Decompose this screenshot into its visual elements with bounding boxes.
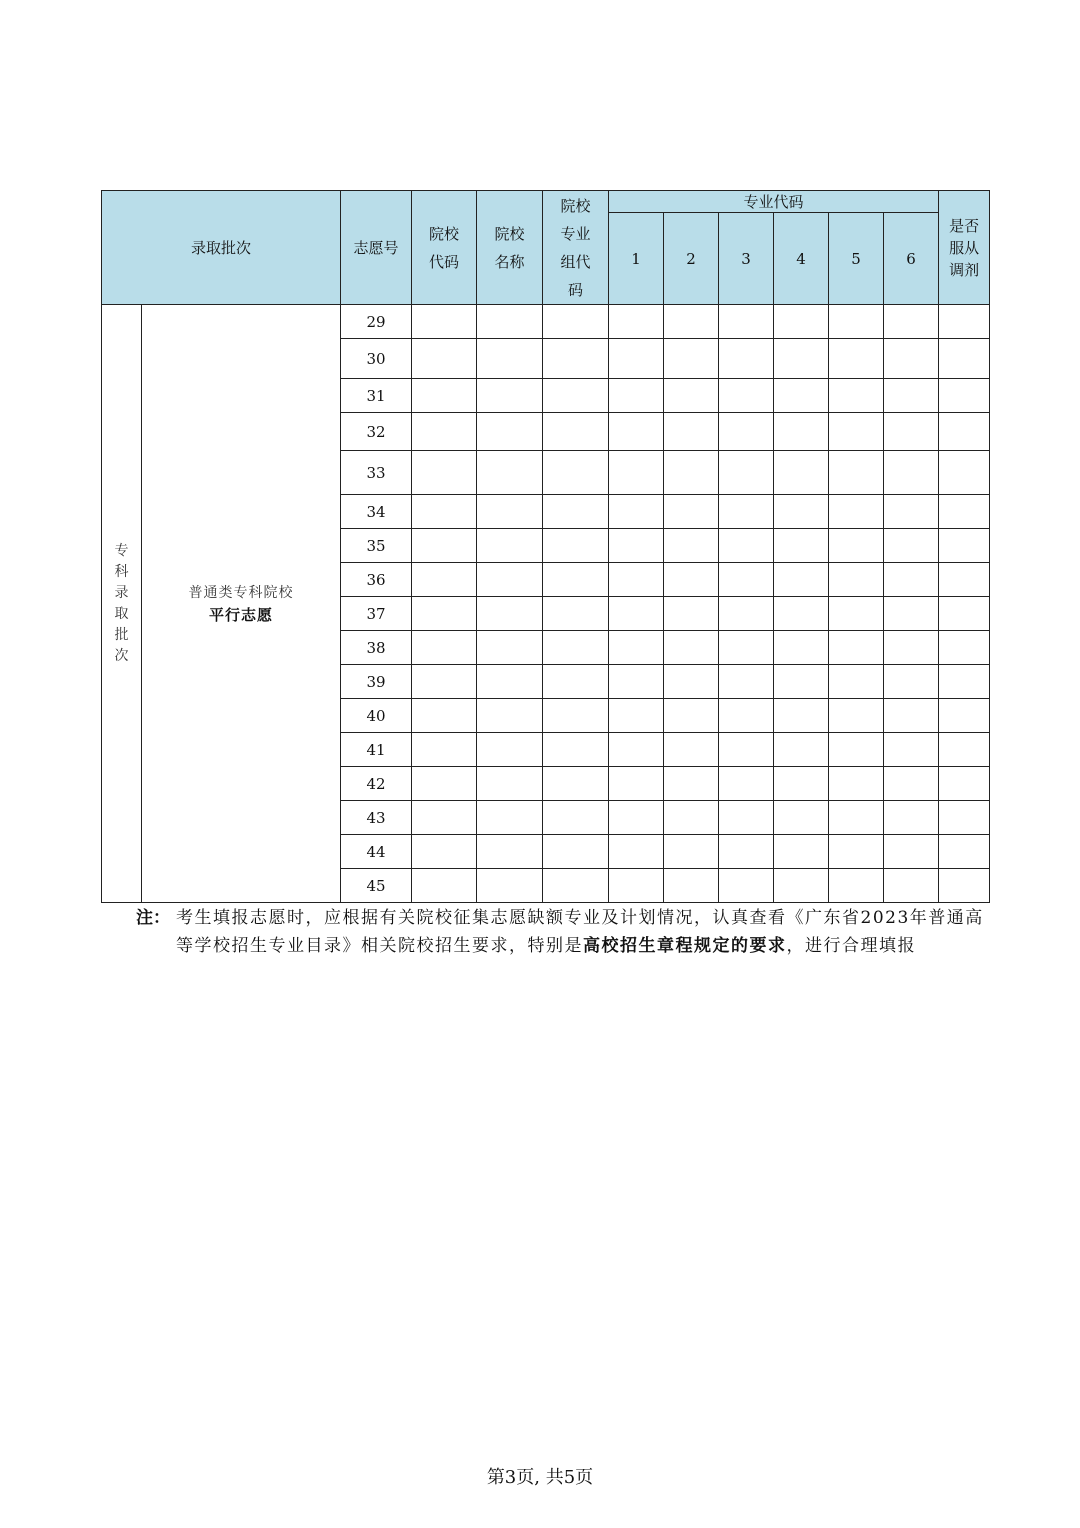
major-code-1-cell[interactable] <box>609 451 664 495</box>
major-code-4-cell[interactable] <box>774 451 829 495</box>
volunteer-number: 36 <box>341 563 412 597</box>
volunteer-number: 45 <box>341 869 412 903</box>
major-code-1-cell[interactable] <box>609 563 664 597</box>
category-type: 平行志愿 <box>209 605 274 624</box>
major-code-2-cell[interactable] <box>664 379 719 413</box>
major-code-3-cell[interactable] <box>719 699 774 733</box>
header-major-col-4: 4 <box>774 213 829 305</box>
major-code-3-cell[interactable] <box>719 563 774 597</box>
major-code-2-cell[interactable] <box>664 801 719 835</box>
header-major-col-1: 1 <box>609 213 664 305</box>
volunteer-number: 32 <box>341 413 412 451</box>
school-name-cell[interactable] <box>477 495 543 529</box>
major-code-6-cell[interactable] <box>884 597 939 631</box>
major-code-1-cell[interactable] <box>609 413 664 451</box>
group-code-cell[interactable] <box>543 733 609 767</box>
header-batch: 录取批次 <box>102 191 341 305</box>
school-name-cell[interactable] <box>477 699 543 733</box>
major-code-4-cell[interactable] <box>774 631 829 665</box>
major-code-2-cell[interactable] <box>664 665 719 699</box>
group-code-cell[interactable] <box>543 631 609 665</box>
major-code-3-cell[interactable] <box>719 597 774 631</box>
header-major-col-6: 6 <box>884 213 939 305</box>
group-code-cell[interactable] <box>543 451 609 495</box>
table-row <box>102 305 990 339</box>
school-code-cell[interactable] <box>412 665 477 699</box>
major-code-3-cell[interactable] <box>719 631 774 665</box>
school-code-cell[interactable] <box>412 379 477 413</box>
major-code-5-cell[interactable] <box>829 733 884 767</box>
major-code-6-cell[interactable] <box>884 339 939 379</box>
major-code-1-cell[interactable] <box>609 495 664 529</box>
volunteer-number: 43 <box>341 801 412 835</box>
volunteer-number: 37 <box>341 597 412 631</box>
major-code-3-cell[interactable] <box>719 379 774 413</box>
major-code-3-cell[interactable] <box>719 529 774 563</box>
major-code-5-cell[interactable] <box>829 631 884 665</box>
group-code-cell[interactable] <box>543 529 609 563</box>
major-code-5-cell[interactable] <box>829 339 884 379</box>
school-name-cell[interactable] <box>477 563 543 597</box>
major-code-4-cell[interactable] <box>774 665 829 699</box>
major-code-1-cell[interactable] <box>609 733 664 767</box>
group-code-cell[interactable] <box>543 597 609 631</box>
school-code-cell[interactable] <box>412 451 477 495</box>
adjust-cell[interactable] <box>939 529 990 563</box>
adjust-cell[interactable] <box>939 665 990 699</box>
header-group-code-line2: 专业 <box>560 224 591 243</box>
group-code-cell[interactable] <box>543 563 609 597</box>
major-code-4-cell[interactable] <box>774 339 829 379</box>
volunteer-number: 42 <box>341 767 412 801</box>
major-code-2-cell[interactable] <box>664 495 719 529</box>
category-name: 普通类专科院校 <box>188 584 294 601</box>
header-major-col-2: 2 <box>664 213 719 305</box>
major-code-6-cell[interactable] <box>884 495 939 529</box>
volunteer-form-table <box>101 190 990 903</box>
school-code-cell[interactable] <box>412 339 477 379</box>
batch-label: 专科录取批次 <box>114 542 129 664</box>
group-code-cell[interactable] <box>543 665 609 699</box>
adjust-cell[interactable] <box>939 597 990 631</box>
school-code-cell[interactable] <box>412 801 477 835</box>
major-code-5-cell[interactable] <box>829 563 884 597</box>
major-code-1-cell[interactable] <box>609 597 664 631</box>
header-adjust <box>939 191 990 305</box>
major-code-5-cell[interactable] <box>829 495 884 529</box>
adjust-cell[interactable] <box>939 631 990 665</box>
school-code-cell[interactable] <box>412 529 477 563</box>
adjust-cell[interactable] <box>939 305 990 339</box>
major-code-6-cell[interactable] <box>884 869 939 903</box>
school-name-cell[interactable] <box>477 413 543 451</box>
group-code-cell[interactable] <box>543 379 609 413</box>
adjust-cell[interactable] <box>939 699 990 733</box>
adjust-cell[interactable] <box>939 339 990 379</box>
adjust-cell[interactable] <box>939 413 990 451</box>
volunteer-number: 29 <box>341 305 412 339</box>
major-code-1-cell[interactable] <box>609 801 664 835</box>
major-code-6-cell[interactable] <box>884 529 939 563</box>
adjust-cell[interactable] <box>939 869 990 903</box>
note-body <box>176 904 994 960</box>
major-code-2-cell[interactable] <box>664 835 719 869</box>
major-code-4-cell[interactable] <box>774 597 829 631</box>
major-code-3-cell[interactable] <box>719 665 774 699</box>
major-code-1-cell[interactable] <box>609 835 664 869</box>
major-code-3-cell[interactable] <box>719 339 774 379</box>
volunteer-number: 35 <box>341 529 412 563</box>
adjust-cell[interactable] <box>939 767 990 801</box>
header-school-code-line1: 院校 <box>429 224 460 243</box>
group-code-cell[interactable] <box>543 869 609 903</box>
school-code-cell[interactable] <box>412 699 477 733</box>
header-school-name <box>477 191 543 305</box>
volunteer-number: 39 <box>341 665 412 699</box>
page-footer: 第3页, 共5页 <box>486 1467 594 1488</box>
note-text-bold: 高校招生章程规定的要求 <box>583 936 787 956</box>
school-name-cell[interactable] <box>477 529 543 563</box>
header-group-code-line3: 组代 <box>560 252 591 271</box>
school-code-cell[interactable] <box>412 631 477 665</box>
major-code-6-cell[interactable] <box>884 699 939 733</box>
adjust-cell[interactable] <box>939 733 990 767</box>
major-code-4-cell[interactable] <box>774 733 829 767</box>
group-code-cell[interactable] <box>543 767 609 801</box>
major-code-5-cell[interactable] <box>829 597 884 631</box>
major-code-2-cell[interactable] <box>664 339 719 379</box>
school-name-cell[interactable] <box>477 767 543 801</box>
major-code-2-cell[interactable] <box>664 733 719 767</box>
major-code-6-cell[interactable] <box>884 631 939 665</box>
school-code-cell[interactable] <box>412 305 477 339</box>
major-code-4-cell[interactable] <box>774 529 829 563</box>
header-adjust-line2: 服从 <box>949 238 980 257</box>
volunteer-number: 34 <box>341 495 412 529</box>
school-name-cell[interactable] <box>477 379 543 413</box>
major-code-2-cell[interactable] <box>664 413 719 451</box>
major-code-3-cell[interactable] <box>719 495 774 529</box>
major-code-1-cell[interactable] <box>609 305 664 339</box>
major-code-4-cell[interactable] <box>774 563 829 597</box>
major-code-2-cell[interactable] <box>664 597 719 631</box>
adjust-cell[interactable] <box>939 451 990 495</box>
adjust-cell[interactable] <box>939 379 990 413</box>
major-code-4-cell[interactable] <box>774 413 829 451</box>
major-code-1-cell[interactable] <box>609 339 664 379</box>
major-code-4-cell[interactable] <box>774 835 829 869</box>
header-major-col-3: 3 <box>719 213 774 305</box>
major-code-6-cell[interactable] <box>884 733 939 767</box>
note-text-after: ，进行合理填报 <box>786 936 916 956</box>
school-name-cell[interactable] <box>477 869 543 903</box>
group-code-cell[interactable] <box>543 801 609 835</box>
volunteer-number: 44 <box>341 835 412 869</box>
group-code-cell[interactable] <box>543 495 609 529</box>
major-code-3-cell[interactable] <box>719 451 774 495</box>
school-name-cell[interactable] <box>477 801 543 835</box>
school-name-cell[interactable] <box>477 835 543 869</box>
major-code-1-cell[interactable] <box>609 529 664 563</box>
major-code-3-cell[interactable] <box>719 801 774 835</box>
header-group-code <box>543 191 609 305</box>
major-code-2-cell[interactable] <box>664 699 719 733</box>
volunteer-number: 31 <box>341 379 412 413</box>
major-code-6-cell[interactable] <box>884 413 939 451</box>
major-code-3-cell[interactable] <box>719 767 774 801</box>
major-code-5-cell[interactable] <box>829 305 884 339</box>
adjust-cell[interactable] <box>939 495 990 529</box>
major-code-1-cell[interactable] <box>609 869 664 903</box>
major-code-5-cell[interactable] <box>829 413 884 451</box>
major-code-1-cell[interactable] <box>609 665 664 699</box>
major-code-6-cell[interactable] <box>884 563 939 597</box>
volunteer-number: 38 <box>341 631 412 665</box>
category-cell <box>142 305 341 903</box>
school-code-cell[interactable] <box>412 495 477 529</box>
header-group-code-line1: 院校 <box>560 196 591 215</box>
volunteer-number: 30 <box>341 339 412 379</box>
school-code-cell[interactable] <box>412 733 477 767</box>
header-school-code <box>412 191 477 305</box>
major-code-4-cell[interactable] <box>774 699 829 733</box>
major-code-6-cell[interactable] <box>884 665 939 699</box>
major-code-2-cell[interactable] <box>664 451 719 495</box>
school-name-cell[interactable] <box>477 631 543 665</box>
header-school-name-line2: 名称 <box>494 252 525 271</box>
major-code-6-cell[interactable] <box>884 767 939 801</box>
note-text-before: 考生填报志愿时，应根据有关院校征集志愿缺额专业及计划情况，认真查看《广东省2023年普通高等学校招生专业目录》相关院校招生要求，特别是 <box>176 908 984 956</box>
major-code-3-cell[interactable] <box>719 733 774 767</box>
note <box>136 904 994 960</box>
school-code-cell[interactable] <box>412 869 477 903</box>
school-code-cell[interactable] <box>412 835 477 869</box>
major-code-2-cell[interactable] <box>664 563 719 597</box>
major-code-4-cell[interactable] <box>774 869 829 903</box>
header-volunteer-no: 志愿号 <box>341 191 412 305</box>
batch-cell <box>102 305 142 903</box>
header-school-name-line1: 院校 <box>494 224 525 243</box>
major-code-2-cell[interactable] <box>664 305 719 339</box>
major-code-5-cell[interactable] <box>829 801 884 835</box>
major-code-6-cell[interactable] <box>884 835 939 869</box>
major-code-3-cell[interactable] <box>719 305 774 339</box>
major-code-5-cell[interactable] <box>829 835 884 869</box>
major-code-3-cell[interactable] <box>719 869 774 903</box>
major-code-5-cell[interactable] <box>829 869 884 903</box>
adjust-cell[interactable] <box>939 563 990 597</box>
major-code-2-cell[interactable] <box>664 767 719 801</box>
major-code-2-cell[interactable] <box>664 631 719 665</box>
major-code-1-cell[interactable] <box>609 631 664 665</box>
major-code-6-cell[interactable] <box>884 451 939 495</box>
school-name-cell[interactable] <box>477 305 543 339</box>
adjust-cell[interactable] <box>939 801 990 835</box>
school-code-cell[interactable] <box>412 767 477 801</box>
major-code-3-cell[interactable] <box>719 835 774 869</box>
major-code-4-cell[interactable] <box>774 305 829 339</box>
table-body <box>102 305 990 903</box>
major-code-5-cell[interactable] <box>829 451 884 495</box>
header-major-code: 专业代码 <box>609 191 939 213</box>
school-code-cell[interactable] <box>412 563 477 597</box>
school-name-cell[interactable] <box>477 733 543 767</box>
school-name-cell[interactable] <box>477 451 543 495</box>
volunteer-number: 33 <box>341 451 412 495</box>
major-code-1-cell[interactable] <box>609 699 664 733</box>
school-name-cell[interactable] <box>477 339 543 379</box>
header-school-code-line2: 代码 <box>429 252 460 271</box>
major-code-5-cell[interactable] <box>829 699 884 733</box>
note-label: 注： <box>136 908 170 928</box>
major-code-2-cell[interactable] <box>664 529 719 563</box>
major-code-4-cell[interactable] <box>774 495 829 529</box>
major-code-5-cell[interactable] <box>829 665 884 699</box>
school-name-cell[interactable] <box>477 597 543 631</box>
school-name-cell[interactable] <box>477 665 543 699</box>
group-code-cell[interactable] <box>543 413 609 451</box>
header-adjust-line1: 是否 <box>949 216 980 235</box>
major-code-6-cell[interactable] <box>884 305 939 339</box>
group-code-cell[interactable] <box>543 305 609 339</box>
adjust-cell[interactable] <box>939 835 990 869</box>
volunteer-number: 41 <box>341 733 412 767</box>
major-code-4-cell[interactable] <box>774 801 829 835</box>
major-code-1-cell[interactable] <box>609 767 664 801</box>
school-code-cell[interactable] <box>412 597 477 631</box>
school-code-cell[interactable] <box>412 413 477 451</box>
header-major-col-5: 5 <box>829 213 884 305</box>
volunteer-number: 40 <box>341 699 412 733</box>
header-group-code-line4: 码 <box>568 280 584 299</box>
header-adjust-line3: 调剂 <box>949 260 980 279</box>
major-code-4-cell[interactable] <box>774 379 829 413</box>
group-code-cell[interactable] <box>543 835 609 869</box>
major-code-6-cell[interactable] <box>884 801 939 835</box>
major-code-1-cell[interactable] <box>609 379 664 413</box>
major-code-5-cell[interactable] <box>829 529 884 563</box>
group-code-cell[interactable] <box>543 339 609 379</box>
group-code-cell[interactable] <box>543 699 609 733</box>
major-code-5-cell[interactable] <box>829 379 884 413</box>
major-code-5-cell[interactable] <box>829 767 884 801</box>
major-code-4-cell[interactable] <box>774 767 829 801</box>
major-code-6-cell[interactable] <box>884 379 939 413</box>
major-code-2-cell[interactable] <box>664 869 719 903</box>
major-code-3-cell[interactable] <box>719 413 774 451</box>
